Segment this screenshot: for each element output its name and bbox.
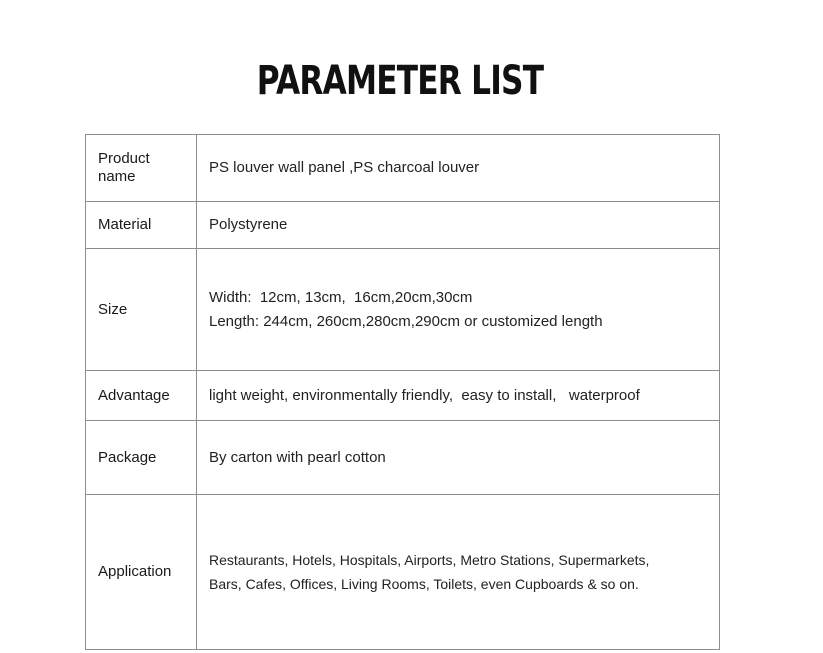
row-label-application: Application bbox=[86, 495, 197, 650]
application-line: Bars, Cafes, Offices, Living Rooms, Toilets, even Cupboards & so on. bbox=[209, 576, 639, 592]
row-label-advantage: Advantage bbox=[86, 371, 197, 421]
table-row bbox=[86, 202, 720, 249]
row-value-material: Polystyrene bbox=[197, 202, 720, 249]
table-row bbox=[86, 135, 720, 202]
page-title: PARAMETER LIST bbox=[256, 58, 544, 104]
size-width-line: Width: 12cm, 13cm, 16cm,20cm,30cm bbox=[209, 288, 473, 306]
row-value-advantage: light weight, environmentally friendly, easy to install, waterproof bbox=[197, 371, 720, 421]
row-value-size bbox=[197, 249, 720, 371]
row-label-material: Material bbox=[86, 202, 197, 249]
row-label-package: Package bbox=[86, 421, 197, 495]
row-value-application bbox=[197, 495, 720, 650]
row-label-product-name: Product name bbox=[86, 135, 197, 202]
table-row bbox=[86, 371, 720, 421]
row-value-product-name: PS louver wall panel ,PS charcoal louver bbox=[197, 135, 720, 202]
parameter-table bbox=[85, 134, 720, 650]
row-value-package: By carton with pearl cotton bbox=[197, 421, 720, 495]
table-row bbox=[86, 421, 720, 495]
row-label-size: Size bbox=[86, 249, 197, 371]
table-row bbox=[86, 249, 720, 371]
table-row bbox=[86, 495, 720, 650]
size-length-line: Length: 244cm, 260cm,280cm,290cm or customized length bbox=[209, 312, 603, 330]
application-line: Restaurants, Hotels, Hospitals, Airports, Metro Stations, Supermarkets, bbox=[209, 552, 650, 568]
